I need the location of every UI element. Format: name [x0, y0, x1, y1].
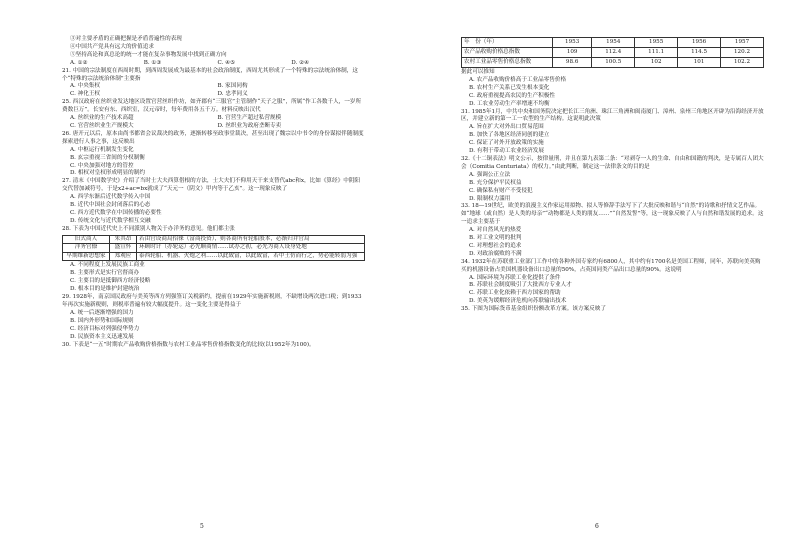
question-28-stem: 28. 下表为中国近代史上不同派别人物关于办洋务的意见。他们都主张	[62, 225, 235, 232]
table-cell: 111.1	[635, 48, 678, 58]
table-header-year: 1955	[635, 38, 678, 48]
q32-option-a[interactable]: A. 强调公正立法	[469, 171, 511, 178]
question-21-stem: 21. 中国的宗法制度在西周时期，到西周发展成为最基本的社会政治制度，西周尤其形成了一个特殊的宗法统治体制，这个“特殊的宗法统治体制”主要指	[62, 67, 358, 82]
question-31-stem: 31. 1985年1月，中共中央和国务院决定把长江三角洲、珠江三角洲和闽南厦门、漳州、泉州三角地区开辟为沿海经济开放区，并建立新的第一工一农型的生产结构。这说明此决策	[461, 108, 764, 123]
q28-option-d[interactable]: D. 根本目的是维护封建统治	[70, 286, 140, 293]
table-header-year: 1957	[721, 38, 764, 48]
price-index-table	[461, 37, 764, 68]
table-cell-name: 盛宣怀	[110, 244, 137, 253]
question-32-stem: 32.《十二铜表法》明文公示，按律量刑，并且在第九表第二条：“对剥夺一人的生命、自由和国籍的判决，是专属百人团大会（Comitia Centuriata）的权力。”由此判断，制定这一法律条文的目的是	[461, 155, 764, 170]
reform-opinion-table	[62, 235, 365, 262]
table-row	[63, 244, 365, 253]
question-27	[62, 178, 365, 225]
q25-option-b[interactable]: B. 官营生产超过私营规模	[217, 115, 282, 122]
question-25-options-row-1	[62, 115, 365, 123]
question-34-stem: 34. 1932年在苏联重工业部门工作中的各种外国专家约有6800人，其中约有1700名是美国工程师，同年，苏联向美英购买的机器设备占美国机器设备出口总量的50%，占英国同类产品出口总量的90%。这说明	[461, 258, 761, 273]
table-cell-role: 早期维新思想家	[63, 252, 110, 261]
table-row	[63, 235, 365, 244]
table-cell-name: 郑观应	[110, 252, 137, 261]
question-34	[461, 259, 764, 306]
question-25-options-row-2	[62, 123, 365, 131]
q30-option-a[interactable]: A. 农产品收购价格高于工业品零售价格	[469, 76, 567, 83]
q21-option-a[interactable]: A. 中央集权	[70, 83, 100, 90]
choice-d[interactable]: D. ②④	[291, 59, 310, 66]
question-26	[62, 131, 365, 178]
q32-option-c[interactable]: C. 确保私有财产不受侵犯	[469, 187, 533, 194]
q33-option-d[interactable]: D. 对政治腐败的不满	[469, 250, 522, 257]
q27-option-c[interactable]: C. 西方近代数学在中国传播的必要性	[70, 209, 162, 216]
question-27-stem: 27. 清末《中国数学史》介绍了当时士大夫西算借根的方法，士大夫们不仰用天干来支替代abc和x，比如《算经》中阴阳交代替加减符号，于是x2+ac=bx就成了“天元一（阴文）甲内等于乙亥”。这一现象反映了	[62, 178, 360, 193]
q29-option-a[interactable]: A. 统一后逐渐增强的国力	[70, 309, 134, 316]
question-28	[62, 226, 365, 294]
right-page	[461, 36, 764, 314]
q30-option-d[interactable]: D. 工农业劳动生产率增速不均衡	[469, 100, 550, 107]
table-cell-text: 环顾时计（办轮运）必先顺商情……试办之初，必先为商人设身处地	[137, 244, 365, 253]
table-cell: 101	[678, 58, 721, 68]
q26-option-d[interactable]: D. 相权对皇权形成明显的制约	[70, 170, 145, 177]
q34-option-d[interactable]: D. 美英为缓解经济危机向苏联输出技术	[469, 298, 567, 305]
q30-option-b[interactable]: B. 农村生产关系已发生根本变化	[469, 84, 550, 91]
table-row	[462, 58, 764, 68]
table-cell-text: 若由官设商局招徕（富商投资），则各商所有轮船股本，必渐归并官局	[137, 235, 365, 244]
table-cell: 102	[635, 58, 678, 68]
q29-option-d[interactable]: D. 民族资本主义迅速发展	[70, 333, 134, 340]
table-cell: 100.5	[592, 58, 635, 68]
table-cell: 109	[553, 48, 592, 58]
question-31	[461, 109, 764, 156]
q21-option-c[interactable]: C. 神化王权	[70, 91, 101, 98]
q27-option-a[interactable]: A. 西学东渐后近代数学传入中国	[70, 194, 151, 201]
q26-option-b[interactable]: B. 玄宗重视三省间的分权制衡	[70, 154, 145, 161]
table-cell-name: 朱其昂	[110, 235, 137, 244]
table-cell: 114.5	[678, 48, 721, 58]
question-25-stem: 25. 西汉政府在丝织业发达地区设置官营丝织作坊，如齐郡有“三服官”主管制作“天子之服”，所属“作工各数千人，一岁所费数巨万”。长安有东、西织室，汉元帝时，每年费用各五千万。材料反映出汉代	[62, 99, 362, 114]
table-header-year: 1953	[553, 38, 592, 48]
page-number-right: 6	[595, 523, 599, 530]
question-25	[62, 99, 365, 131]
q34-option-b[interactable]: B. 苏联社会制度吸引了大批西方专业人才	[469, 282, 572, 289]
q21-option-b[interactable]: B. 家国同构	[217, 83, 248, 90]
q28-option-c[interactable]: C. 主要目的是抵御西方经济侵略	[70, 278, 151, 285]
table-header-year: 1954	[592, 38, 635, 48]
q31-option-c[interactable]: C. 保证了对外开放政策的实施	[469, 140, 544, 147]
table-row	[63, 252, 365, 261]
question-21	[62, 68, 365, 100]
question-29	[62, 294, 365, 341]
page-number-left: 5	[200, 523, 204, 530]
table-row-label: 农产品收购价格总指数	[462, 48, 553, 58]
q26-option-c[interactable]: C. 中央加强对地方的管控	[70, 162, 134, 169]
q25-option-a[interactable]: A. 丝织业的生产技术高超	[70, 115, 134, 122]
question-35-stem: 35. 下图为国际货币基金组织份额改革方案。该方案反映了	[461, 306, 606, 313]
q32-option-b[interactable]: B. 充分保护平民权益	[469, 179, 522, 186]
table-header-row	[462, 38, 764, 48]
q31-option-a[interactable]: A. 旨在扩大对外出口贸易范围	[469, 124, 544, 131]
prev-option-4: ④中国共产党具有远大的价值追求	[70, 43, 154, 50]
table-row-label: 农村工业品零售价格总指数	[462, 58, 553, 68]
question-32	[461, 156, 764, 203]
question-33	[461, 203, 764, 258]
prev-choices	[62, 60, 365, 68]
question-29-stem: 29. 1928年，南京国民政府与美英等西方列强签订关税新约，提前在1929年实施新税则，不缺增设两次进口税；到1933年再次实施新税则，则税率普遍有较大幅度提升。这一变化主要是得益于	[62, 294, 362, 308]
q25-option-c[interactable]: C. 官营丝织业生产规模大	[70, 122, 134, 129]
table-cell: 102.2	[721, 58, 764, 68]
choice-c[interactable]: C. ④⑤	[217, 59, 236, 66]
question-26-stem: 26. 唐开元以后，原本由尚书都省会议裁决的政务，逐渐转移至政事堂裁决，甚至出现了魏宗以中书令的身份谋拟伴随制度探索进行人事之事，这反映出	[62, 130, 364, 145]
q27-option-d[interactable]: D. 传统文化与近代数学相互交融	[70, 217, 151, 224]
table-row	[462, 48, 764, 58]
q32-option-d[interactable]: D. 限制权力滥用	[469, 195, 511, 202]
q33-option-b[interactable]: B. 对工业文明的批判	[469, 235, 522, 242]
q28-option-b[interactable]: B. 主要形式是实行官督商办	[70, 270, 140, 277]
choice-b[interactable]: B. ①③	[143, 59, 162, 66]
q29-option-c[interactable]: C. 经济目标对列强侵华势力	[70, 325, 140, 332]
choice-a[interactable]: A. ①②	[70, 59, 88, 66]
q31-option-d[interactable]: D. 有利于带动工农业经济发展	[469, 148, 544, 155]
prev-option-3: ③对主要矛盾的正确把握是矛盾普遍性的表现	[70, 36, 182, 42]
q26-option-a[interactable]: A. 中枢运行机制发生变化	[70, 146, 134, 153]
q30-option-c[interactable]: C. 政府重视提高农民的生产积极性	[469, 92, 555, 99]
left-page	[62, 36, 365, 349]
q34-option-c[interactable]: C. 苏联工业化依赖于西方国家的帮助	[469, 290, 561, 297]
question-30-stem: 30. 下表是“一五”时期农产品收购价格指数与农村工业品零售价格指数变化的比较(以1952年为100)。	[62, 341, 315, 348]
table-header-year: 1956	[678, 38, 721, 48]
q31-option-b[interactable]: B. 加快了各地区经济同创的建立	[469, 132, 550, 139]
q33-option-c[interactable]: C. 对理想社会的追求	[469, 242, 522, 249]
q28-option-a[interactable]: A. 不同程度上发展民族工商业	[70, 262, 145, 269]
question-21-options-row-1	[62, 83, 365, 91]
q33-option-a[interactable]: A. 对自然风光的热爱	[469, 227, 522, 234]
table-cell-role: 旧式商人	[63, 235, 110, 244]
question-33-stem: 33. 18—19世纪，欧美的浪漫主义作家运用拟物、拟人等修辞手法写下了大批反映和谐与“自然”的诗歌和抒情文艺作品。如“地球（或自然）是人类的母亲”“动物都是人类的朋友……”“自然发誓”等，这一现象反映了人与自然和谐发展的追求。这一追求主要基于	[461, 203, 764, 226]
table-cell-role: 洋务官僚	[63, 244, 110, 253]
q25-option-d[interactable]: D. 丝织业为政府垄断专卖	[217, 122, 282, 129]
q27-option-b[interactable]: B. 近代中国社会封闭落后的心态	[70, 202, 151, 209]
q29-option-b[interactable]: B. 国内外形势和国际规则	[70, 317, 134, 324]
q21-option-d[interactable]: D. 忠孝同义	[217, 91, 248, 98]
table-cell: 98.6	[553, 58, 592, 68]
table-cell-text: 泰西轮船、机器、火炮之利……以此致富，以此致富，若中土仿而行之，势必能转弱为强	[137, 252, 365, 261]
question-30-lead: 据此可以推知	[461, 69, 495, 75]
q34-option-a[interactable]: A. 国际环境为苏联工业化提供了条件	[469, 274, 561, 281]
table-cell: 112.4	[592, 48, 635, 58]
prev-option-5: ⑤坚持高论和真总论的统一才能在复杂事物发展中找到正确方向	[70, 51, 227, 58]
table-cell: 120.2	[721, 48, 764, 58]
table-header-label: 年 份（年）	[462, 38, 553, 48]
